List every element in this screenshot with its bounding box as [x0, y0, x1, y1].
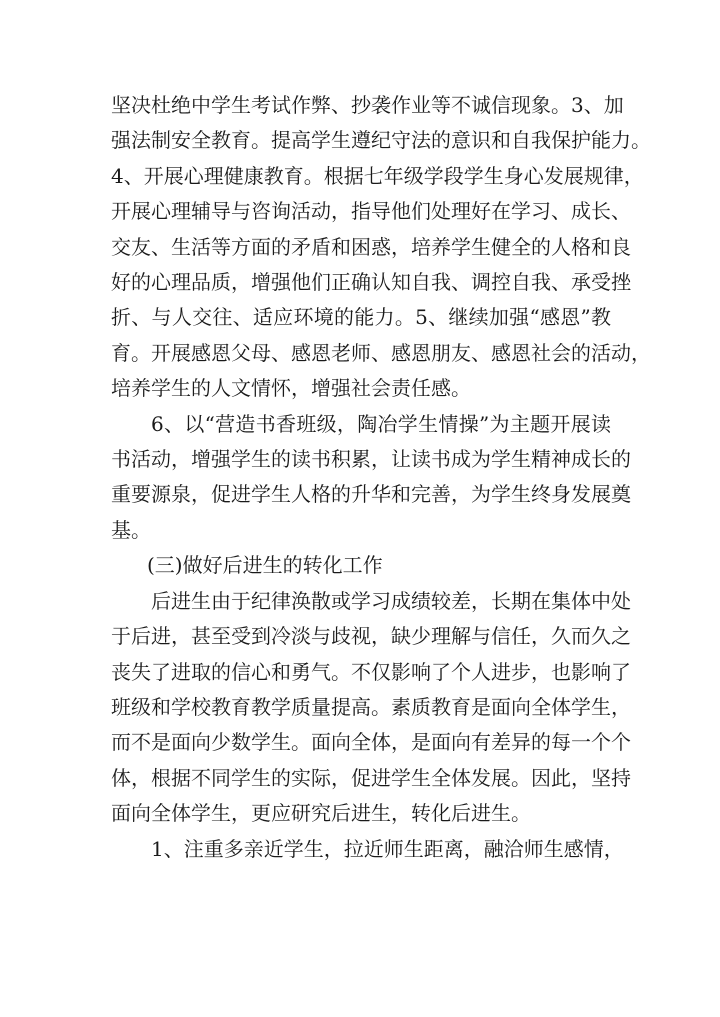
paragraph-2 [111, 407, 631, 549]
text-line: 坚决杜绝中学生考试作弊、抄袭作业等不诚信现象。3、加 [111, 93, 624, 117]
text-line: 于后进，甚至受到冷淡与歧视，缺少理解与信任，久而久之 [111, 624, 631, 649]
text-line: 6、以“营造书香班级，陶冶学生情操”为主题开展读 [151, 411, 611, 436]
text-line: 重要源泉，促进学生人格的升华和完善，为学生终身发展奠 [111, 482, 631, 507]
text-line: 体，根据不同学生的实际，促进学生全体发展。因此，坚持 [111, 765, 631, 790]
text-line: 丧失了进取的信心和勇气。不仅影响了个人进步，也影响了 [111, 659, 631, 684]
section-heading-text: (三)做好后进生的转化工作 [147, 553, 383, 578]
text-line: 折、与人交往、适应环境的能力。5、继续加强“感恩”教 [111, 305, 611, 330]
paragraph-4 [111, 832, 624, 867]
text-line: 基。 [111, 517, 151, 542]
text-line: 后进生由于纪律涣散或学习成绩较差，长期在集体中处 [151, 588, 631, 613]
text-line: 而不是面向少数学生。面向全体，是面向有差异的每一个个 [111, 730, 631, 755]
paragraph-1 [111, 88, 651, 407]
text-line: 面向全体学生，更应研究后进生，转化后进生。 [111, 801, 531, 826]
text-line: 育。开展感恩父母、感恩老师、感恩朋友、感恩社会的活动， [111, 340, 651, 365]
text-line: 培养学生的人文情怀，增强社会责任感。 [111, 376, 471, 401]
text-line: 4、开展心理健康教育。根据七年级学段学生身心发展规律， [111, 163, 644, 188]
text-line: 好的心理品质，增强他们正确认知自我、调控自我、承受挫 [111, 270, 631, 295]
text-line: 班级和学校教育教学质量提高。素质教育是面向全体学生， [111, 694, 631, 719]
paragraph-3 [111, 584, 631, 832]
section-heading [111, 548, 611, 583]
text-line: 书活动，增强学生的读书积累，让读书成为学生精神成长的 [111, 447, 631, 472]
text-line: 强法制安全教育。提高学生遵纪守法的意识和自我保护能力。 [111, 128, 651, 153]
text-line: 1、注重多亲近学生，拉近师生距离，融洽师生感情， [151, 836, 624, 861]
document-body [111, 88, 651, 867]
text-line: 开展心理辅导与咨询活动，指导他们处理好在学习、成长、 [111, 199, 631, 224]
text-line: 交友、生活等方面的矛盾和困惑，培养学生健全的人格和良 [111, 234, 631, 259]
